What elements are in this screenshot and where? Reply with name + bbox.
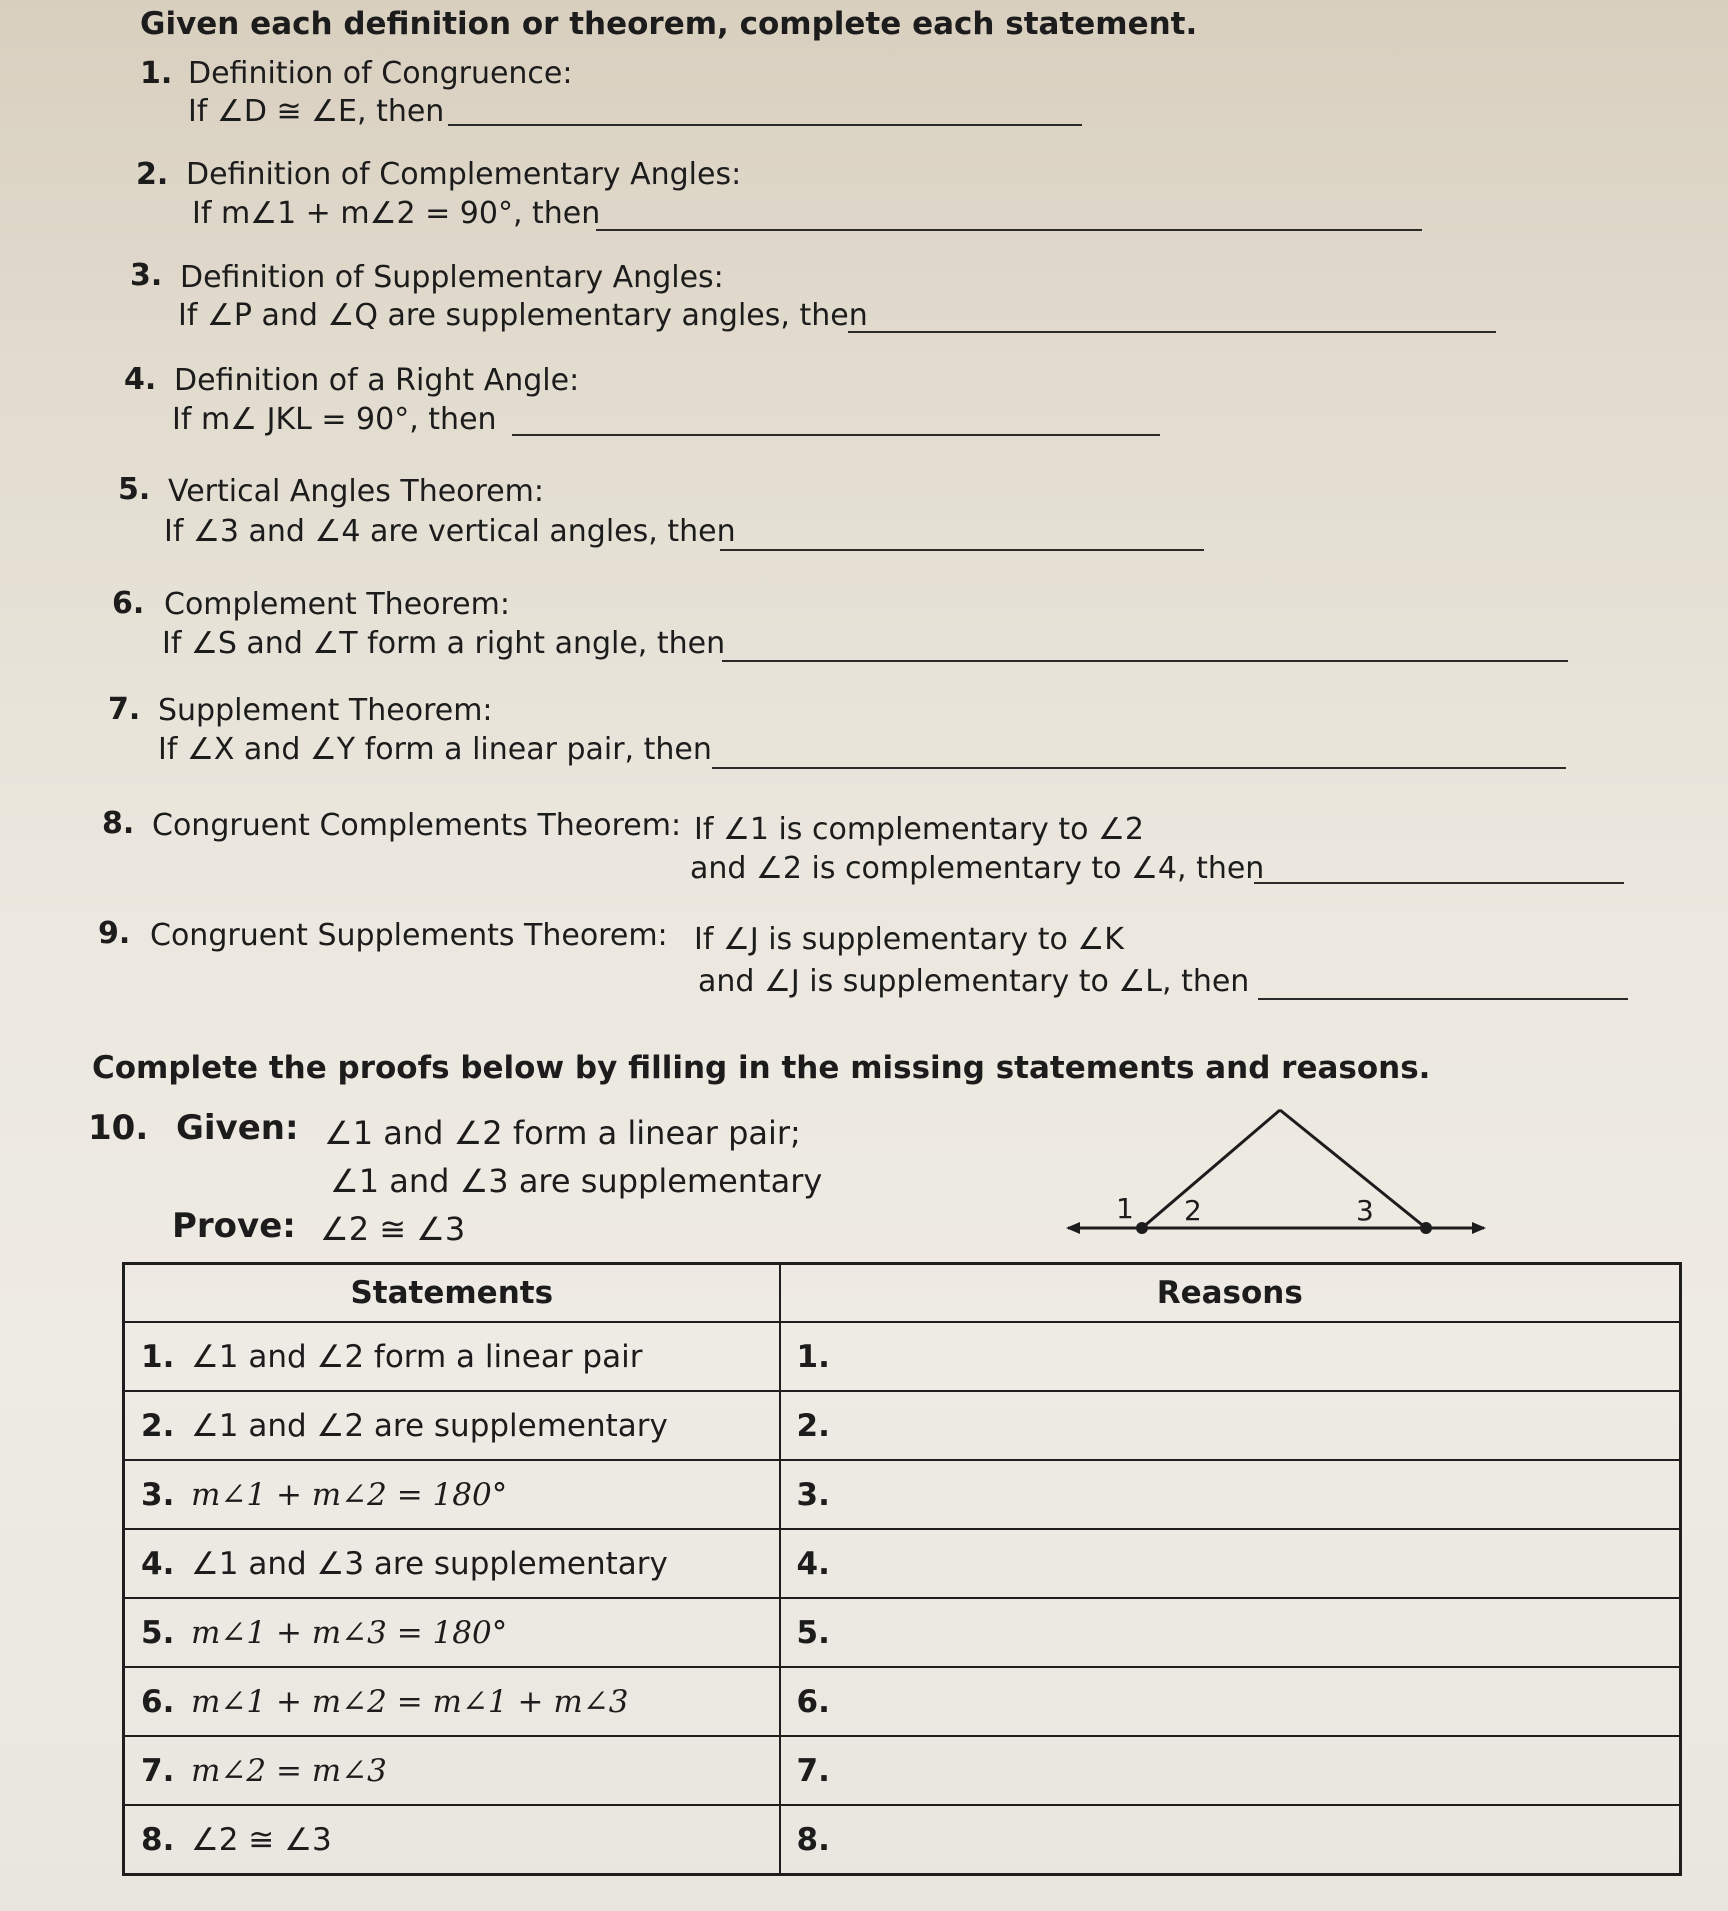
item-7-number: 7. (108, 692, 141, 727)
statement-text: m∠1 + m∠2 = m∠1 + m∠3 (191, 1683, 629, 1720)
proof-number: 10. (88, 1108, 149, 1148)
statement-number: 3. (141, 1476, 175, 1513)
proof-row (124, 1736, 1681, 1805)
item-5-number: 5. (118, 472, 151, 507)
given-label: Given: (176, 1108, 299, 1148)
right-ray (1280, 1110, 1426, 1228)
reason-number: 7. (796, 1752, 830, 1789)
statement-text: ∠1 and ∠3 are supplementary (191, 1545, 668, 1582)
reason-cell[interactable] (780, 1391, 1681, 1460)
prove-statement: ∠2 ≅ ∠3 (320, 1210, 466, 1248)
statement-cell (124, 1805, 780, 1875)
reasons-header: Reasons (780, 1264, 1681, 1323)
statement-text: m∠1 + m∠2 = 180° (191, 1476, 508, 1513)
item-5-title: Vertical Angles Theorem: (168, 474, 544, 509)
item-9-stem-2: and ∠J is supplementary to ∠L, then (698, 964, 1250, 999)
reason-number: 1. (796, 1338, 830, 1375)
statement-number: 4. (141, 1545, 175, 1582)
item-7-stem: If ∠X and ∠Y form a linear pair, then (158, 732, 712, 767)
statement-text: ∠1 and ∠2 form a linear pair (191, 1338, 643, 1375)
left-ray (1142, 1110, 1280, 1228)
statement-number: 5. (141, 1614, 175, 1651)
item-7-answer-line[interactable] (712, 767, 1566, 769)
proof-row (124, 1667, 1681, 1736)
reason-cell[interactable] (780, 1460, 1681, 1529)
right-vertex-point (1420, 1222, 1432, 1234)
item-6-title: Complement Theorem: (164, 587, 510, 622)
item-1-answer-line[interactable] (448, 124, 1082, 126)
instructions-heading: Given each definition or theorem, complete each statement. (140, 6, 1198, 42)
item-8-stem: If ∠1 is complementary to ∠2 (694, 812, 1144, 847)
angle-label-2: 2 (1184, 1194, 1202, 1227)
proof-row (124, 1598, 1681, 1667)
proof-row (124, 1322, 1681, 1391)
item-5-answer-line[interactable] (720, 549, 1204, 551)
given-line-2: ∠1 and ∠3 are supplementary (330, 1162, 823, 1200)
proof-row (124, 1529, 1681, 1598)
item-2-number: 2. (136, 157, 169, 192)
item-2-stem: If m∠1 + m∠2 = 90°, then (192, 196, 601, 231)
statement-cell (124, 1598, 780, 1667)
item-3-title: Definition of Supplementary Angles: (180, 260, 724, 295)
item-8-number: 8. (102, 806, 135, 841)
reason-number: 5. (796, 1614, 830, 1651)
item-7-title: Supplement Theorem: (158, 693, 493, 728)
proof-row (124, 1460, 1681, 1529)
item-8-answer-line[interactable] (1254, 882, 1624, 884)
reason-number: 2. (796, 1407, 830, 1444)
item-9-stem: If ∠J is supplementary to ∠K (694, 922, 1124, 957)
item-6-stem: If ∠S and ∠T form a right angle, then (162, 626, 726, 661)
item-3-number: 3. (130, 258, 163, 293)
item-8-stem-2: and ∠2 is complementary to ∠4, then (690, 851, 1265, 886)
item-8-title: Congruent Complements Theorem: (152, 808, 682, 843)
statements-header: Statements (124, 1264, 780, 1323)
proof-table (122, 1262, 1682, 1876)
reason-cell[interactable] (780, 1598, 1681, 1667)
statement-cell (124, 1391, 780, 1460)
statement-text: ∠2 ≅ ∠3 (191, 1821, 332, 1858)
reason-number: 3. (796, 1476, 830, 1513)
angle-label-3: 3 (1356, 1194, 1374, 1227)
proof-row (124, 1805, 1681, 1875)
reason-cell[interactable] (780, 1805, 1681, 1875)
statement-text: ∠1 and ∠2 are supplementary (191, 1407, 668, 1444)
item-2-title: Definition of Complementary Angles: (186, 157, 742, 192)
item-1-stem: If ∠D ≅ ∠E, then (188, 94, 445, 129)
statement-cell (124, 1667, 780, 1736)
statement-cell (124, 1529, 780, 1598)
statement-number: 6. (141, 1683, 175, 1720)
reason-cell[interactable] (780, 1322, 1681, 1391)
item-3-stem: If ∠P and ∠Q are supplementary angles, then (178, 298, 868, 333)
proof-instructions-heading: Complete the proofs below by filling in the missing statements and reasons. (92, 1050, 1431, 1086)
statement-text: m∠2 = m∠3 (191, 1752, 387, 1789)
item-1-title: Definition of Congruence: (188, 56, 573, 91)
item-9-answer-line[interactable] (1258, 998, 1628, 1000)
reason-number: 8. (796, 1821, 830, 1858)
statement-cell (124, 1736, 780, 1805)
item-4-stem: If m∠ JKL = 90°, then (172, 402, 497, 437)
prove-label: Prove: (172, 1206, 296, 1246)
given-line-1: ∠1 and ∠2 form a linear pair; (324, 1114, 801, 1152)
reason-cell[interactable] (780, 1667, 1681, 1736)
proof-row (124, 1391, 1681, 1460)
angle-label-1: 1 (1116, 1192, 1134, 1225)
statement-cell (124, 1460, 780, 1529)
item-3-answer-line[interactable] (848, 331, 1496, 333)
statement-text: m∠1 + m∠3 = 180° (191, 1614, 508, 1651)
proof-header-row (124, 1264, 1681, 1323)
item-5-stem: If ∠3 and ∠4 are vertical angles, then (164, 514, 736, 549)
item-2-answer-line[interactable] (596, 229, 1422, 231)
statement-number: 1. (141, 1338, 175, 1375)
statement-cell (124, 1322, 780, 1391)
item-6-answer-line[interactable] (722, 660, 1568, 662)
item-4-answer-line[interactable] (512, 434, 1160, 436)
statement-number: 2. (141, 1407, 175, 1444)
statement-number: 8. (141, 1821, 175, 1858)
reason-number: 6. (796, 1683, 830, 1720)
statement-number: 7. (141, 1752, 175, 1789)
item-9-number: 9. (98, 916, 131, 951)
reason-cell[interactable] (780, 1529, 1681, 1598)
item-4-number: 4. (124, 362, 157, 397)
item-1-number: 1. (140, 56, 173, 91)
reason-number: 4. (796, 1545, 830, 1582)
linear-pair-diagram (1060, 1094, 1500, 1244)
item-6-number: 6. (112, 586, 145, 621)
item-9-title: Congruent Supplements Theorem: (150, 918, 668, 953)
reason-cell[interactable] (780, 1736, 1681, 1805)
left-vertex-point (1136, 1222, 1148, 1234)
item-4-title: Definition of a Right Angle: (174, 363, 580, 398)
